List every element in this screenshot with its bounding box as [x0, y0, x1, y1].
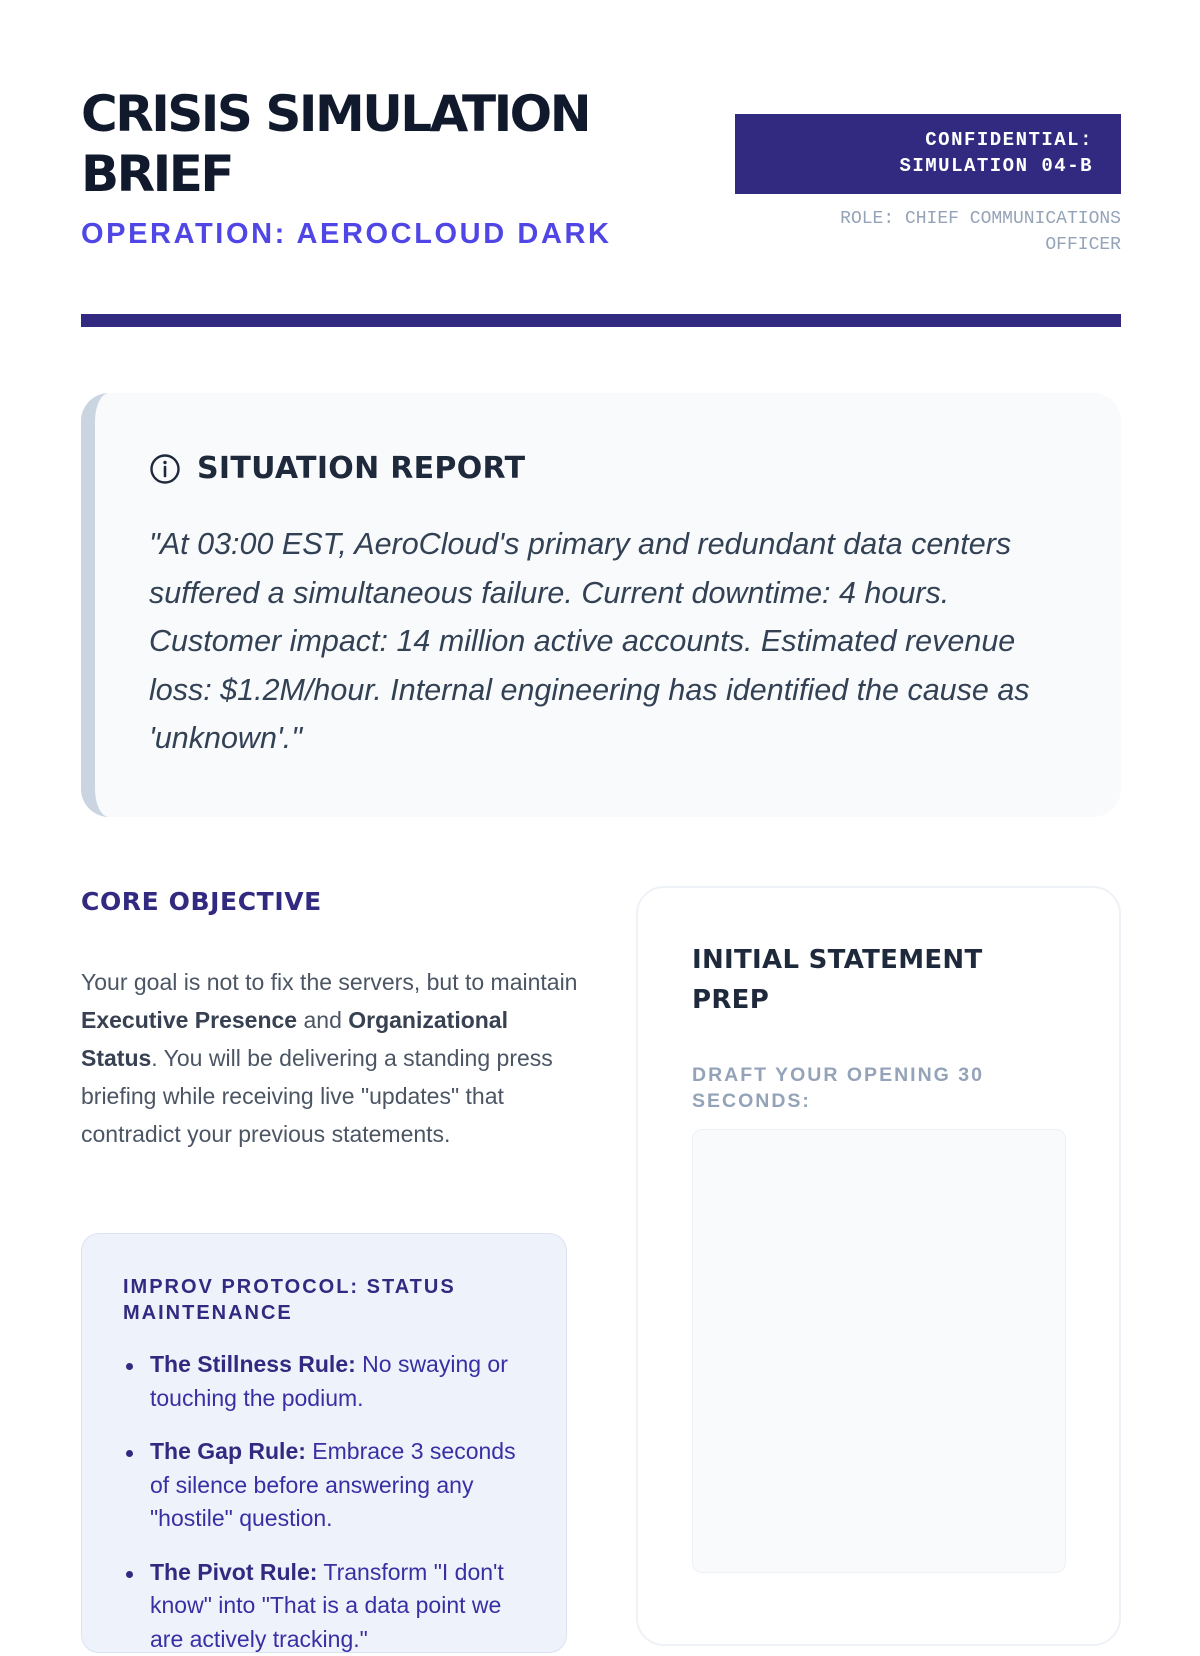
core-objective-text-part: . You will be delivering a standing press briefing while receiving live "updates" that contradict your previous statements.: [81, 1045, 553, 1147]
improv-protocol-card: [81, 1233, 567, 1653]
info-circle-icon: [149, 453, 181, 485]
list-item: [123, 1348, 536, 1415]
role-label: ROLE: CHIEF COMMUNICATIONS OFFICER: [781, 206, 1121, 258]
organizational-status-emphasis: Organizational Status: [81, 1007, 508, 1071]
situation-report-text: "At 03:00 EST, AeroCloud's primary and redundant data centers suffered a simultaneous failure. Current downtime: 4 hours. Customer impact: 14 million active accounts. Estimated revenue loss: $1.2M/hour. Internal engineering has identified the cause as 'unknown'.": [149, 520, 1069, 763]
list-item: [123, 1556, 536, 1656]
rule-name: The Gap Rule:: [150, 1438, 306, 1464]
statement-prep-card: [636, 886, 1121, 1646]
rule-text: Embrace 3 seconds of silence before answering any "hostile" question.: [150, 1438, 516, 1531]
situation-report-card: [81, 393, 1121, 817]
list-item: [123, 1435, 536, 1536]
confidential-badge: CONFIDENTIAL: SIMULATION 04-B: [735, 114, 1121, 194]
brief-header: [81, 80, 1121, 330]
operation-name: OPERATION: AEROCLOUD DARK: [81, 218, 612, 251]
draft-label: DRAFT YOUR OPENING 30 SECONDS:: [692, 1062, 1052, 1114]
rule-text: No swaying or touching the podium.: [150, 1351, 508, 1411]
core-objective-text-part: and: [297, 1007, 348, 1033]
header-divider: [81, 314, 1121, 327]
situation-report-title: SITUATION REPORT: [197, 451, 525, 486]
improv-protocol-title: IMPROV PROTOCOL: STATUS MAINTENANCE: [123, 1274, 536, 1326]
rule-text: Transform "I don't know" into "That is a data point we are actively tracking.": [150, 1559, 504, 1652]
page-title: CRISIS SIMULATION BRIEF: [81, 84, 721, 204]
core-objective-text-part: Your goal is not to fix the servers, but to maintain: [81, 969, 577, 995]
rule-name: The Stillness Rule:: [150, 1351, 356, 1377]
opening-statement-textarea[interactable]: [692, 1129, 1066, 1573]
core-objective-text: [81, 963, 581, 1153]
executive-presence-emphasis: Executive Presence: [81, 1007, 297, 1033]
rule-name: The Pivot Rule:: [150, 1559, 317, 1585]
situation-report-header: [149, 451, 525, 486]
protocol-rules-list: [123, 1348, 536, 1656]
statement-prep-title: INITIAL STATEMENT PREP: [692, 940, 1052, 1020]
core-objective-title: CORE OBJECTIVE: [81, 887, 322, 916]
